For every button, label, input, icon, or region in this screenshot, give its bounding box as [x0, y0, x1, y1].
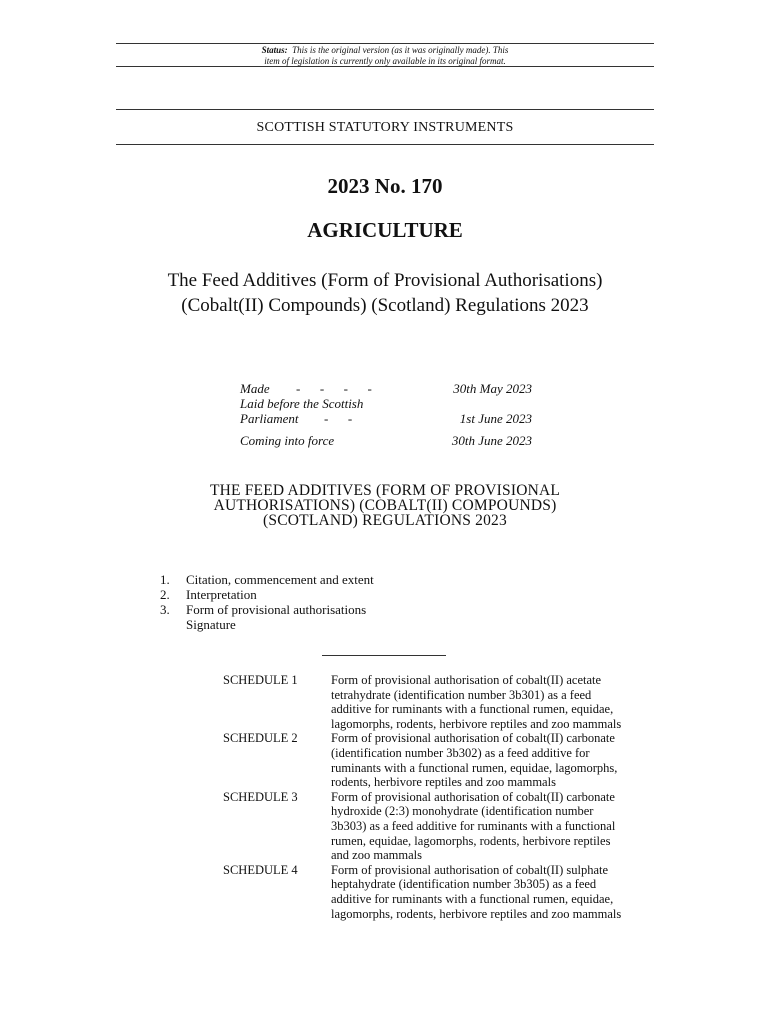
contents-list: [160, 572, 374, 632]
heading-line-2: AUTHORISATIONS) (COBALT(II) COMPOUNDS): [213, 497, 557, 514]
schedule-text-line: ruminants with a functional rumen, equidae, lagomorphs,: [331, 760, 618, 775]
schedule-text-line: Form of provisional authorisation of cobalt(II) carbonate: [331, 789, 615, 804]
status-line-1: This is the original version (as it was originally made). This: [292, 45, 509, 55]
regulation-title: [0, 268, 770, 318]
schedule-item[interactable]: [223, 790, 653, 863]
schedule-text-line: Form of provisional authorisation of cobalt(II) carbonate: [331, 731, 615, 746]
schedule-label: SCHEDULE 2: [223, 731, 298, 746]
title-line-1: The Feed Additives (Form of Provisional Authorisations): [167, 270, 603, 291]
contents-number: 2.: [160, 587, 170, 602]
contents-text: Citation, commencement and extent: [186, 572, 374, 587]
contents-text: Interpretation: [186, 587, 257, 602]
contents-number: 3.: [160, 602, 170, 617]
status-line-2: item of legislation is currently only available in its original format.: [264, 56, 506, 66]
force-row: [240, 433, 532, 448]
schedule-text-line: rodents, herbivore reptiles and zoo mammals: [331, 775, 556, 790]
schedule-text-line: Form of provisional authorisation of cobalt(II) acetate: [331, 673, 602, 687]
contents-number: 1.: [160, 572, 170, 587]
status-label: Status:: [261, 45, 288, 55]
schedule-text-line: (identification number 3b302) as a feed additive for: [331, 745, 590, 760]
divider: [322, 655, 446, 656]
schedule-text-line: rumen, equidae, lagomorphs, rodents, herbivore reptiles: [331, 833, 611, 848]
subject-heading: AGRICULTURE: [307, 218, 463, 242]
schedule-text-line: lagomorphs, rodents, herbivore reptiles and zoo mammals: [331, 716, 622, 731]
schedule-label: SCHEDULE 1: [223, 673, 298, 687]
made-dashes: - - - -: [296, 381, 372, 396]
schedule-item[interactable]: [223, 731, 653, 789]
contents-text: Signature: [186, 617, 236, 632]
instrument-number: 2023 No. 170: [327, 174, 443, 198]
contents-item[interactable]: [160, 572, 374, 587]
arrangement-heading: [0, 483, 770, 528]
schedule-text-line: Form of provisional authorisation of cobalt(II) sulphate: [331, 862, 609, 877]
laid-label-2: Parliament: [240, 411, 299, 426]
made-row: [240, 381, 532, 396]
laid-label-1: Laid before the Scottish: [240, 396, 364, 411]
schedule-label: SCHEDULE 3: [223, 789, 298, 804]
schedule-text-line: additive for ruminants with a functional rumen, equidae,: [331, 891, 614, 906]
contents-item[interactable]: [160, 617, 374, 632]
contents-text: Form of provisional authorisations: [186, 602, 367, 617]
heading-line-1: THE FEED ADDITIVES (FORM OF PROVISIONAL: [209, 482, 561, 499]
force-date: 30th June 2023: [451, 433, 532, 448]
laid-row: [240, 396, 532, 426]
schedule-item[interactable]: [223, 673, 653, 731]
dates-block: [240, 381, 532, 448]
schedule-text-line: additive for ruminants with a functional rumen, equidae,: [331, 702, 614, 717]
schedule-text-line: hydroxide (2:3) monohydrate (identification number: [331, 804, 594, 819]
schedule-text-line: tetrahydrate (identification number 3b301) as a feed: [331, 687, 592, 702]
status-banner: [116, 43, 654, 67]
force-label: Coming into force: [240, 433, 335, 448]
schedules-list: [223, 673, 653, 921]
contents-item[interactable]: [160, 587, 374, 602]
series-title: SCOTTISH STATUTORY INSTRUMENTS: [116, 109, 654, 145]
schedule-label: SCHEDULE 4: [223, 862, 298, 877]
schedule-text-line: and zoo mammals: [331, 848, 422, 863]
title-line-2: (Cobalt(II) Compounds) (Scotland) Regulations 2023: [181, 295, 589, 316]
schedule-text-line: 3b303) as a feed additive for ruminants with a functional: [331, 818, 616, 833]
heading-line-3: (SCOTLAND) REGULATIONS 2023: [263, 512, 507, 529]
laid-date: 1st June 2023: [459, 411, 532, 426]
made-label: Made: [240, 381, 270, 396]
schedule-item[interactable]: [223, 863, 653, 921]
schedule-text-line: heptahydrate (identification number 3b305) as a feed: [331, 877, 597, 892]
made-date: 30th May 2023: [453, 381, 532, 396]
contents-item[interactable]: [160, 602, 374, 617]
schedule-text-line: lagomorphs, rodents, herbivore reptiles and zoo mammals: [331, 906, 622, 921]
laid-dashes: - -: [324, 411, 353, 426]
